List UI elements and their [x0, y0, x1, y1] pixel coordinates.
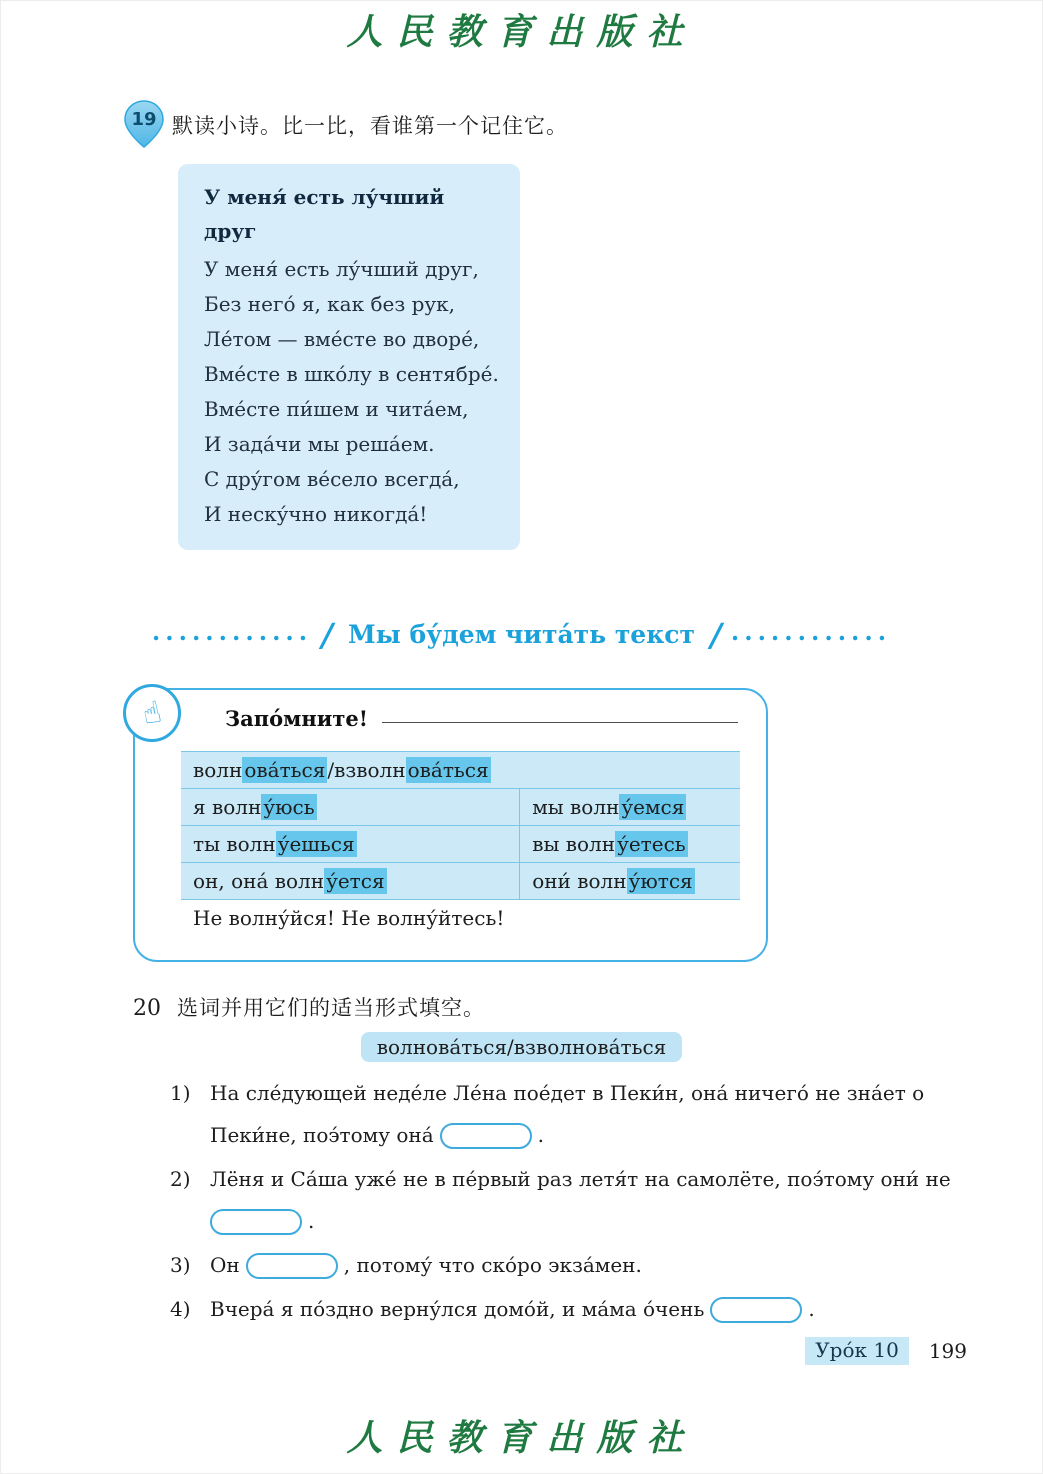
exercise-number: 19 — [131, 109, 157, 130]
poem-line: С дру́гом ве́село всегда́, — [204, 467, 460, 491]
answer-blank-3[interactable] — [246, 1253, 338, 1279]
item-second-line — [210, 1200, 982, 1242]
banner-dots-left: ............ — [151, 617, 313, 646]
item-sentence: Он — [210, 1253, 240, 1277]
table-cell — [181, 863, 519, 899]
poem-line: У меня́ есть лу́чший друг, — [204, 257, 479, 281]
highlighted-ending: у́юсь — [263, 795, 315, 819]
poem-line: Вме́сте пи́шем и чита́ем, — [204, 397, 469, 421]
highlighted-ending: у́етесь — [617, 832, 686, 856]
highlighted-ending: ова́ться — [407, 758, 489, 782]
item-sentence-end: . — [308, 1209, 315, 1233]
table-row-infinitive — [181, 752, 740, 789]
poem-line: Вме́сте в шко́лу в сентябре́. — [204, 362, 499, 386]
highlighted-ending: у́ются — [628, 869, 693, 893]
table-row — [181, 789, 740, 826]
table-row — [181, 863, 740, 900]
conjugation-table — [181, 751, 740, 936]
exercise-item-2 — [170, 1158, 982, 1242]
poem-line: Ле́том — вме́сте во дворе́, — [204, 327, 480, 351]
section-banner — [0, 616, 1043, 654]
exercise-item-1 — [170, 1072, 982, 1156]
poem-line: И зада́чи мы реша́ем. — [204, 432, 435, 456]
table-row-imperative — [181, 900, 740, 936]
answer-blank-1[interactable] — [440, 1123, 532, 1149]
table-cell — [181, 789, 519, 825]
poem-line: И неску́чно никогда́! — [204, 502, 428, 526]
hand-glyph: ☝ — [139, 693, 165, 733]
item-text — [210, 1072, 982, 1156]
page-footer — [805, 1337, 967, 1365]
infinitive-stem: волн — [193, 758, 243, 782]
answer-blank-2[interactable] — [210, 1209, 302, 1235]
highlighted-ending: ова́ться — [244, 758, 326, 782]
section-title: Мы бу́дем чита́ть текст — [348, 620, 695, 649]
highlighted-ending: у́емся — [621, 795, 685, 819]
answer-blank-4[interactable] — [710, 1297, 802, 1323]
publisher-logo-bottom: 人民教育出版社 — [346, 1417, 697, 1459]
item-sentence: Вчера́ я по́здно верну́лся домо́й, и ма́ма о́чень — [210, 1297, 705, 1321]
word-bank-pill: волнова́ться/взволнова́ться — [361, 1032, 683, 1062]
memo-rule-line — [382, 722, 738, 723]
item-number: 2) — [170, 1167, 191, 1191]
form-stem: ты волн — [193, 832, 276, 856]
form-stem: я волн — [193, 795, 262, 819]
item-sentence: На сле́дующей неде́ле Ле́на пое́дет в Пеки́н, она́ ничего́ не зна́ет о Пеки́не, поэ́тому она́ — [210, 1081, 925, 1147]
exercise-19-header — [124, 100, 1043, 148]
highlighted-ending: у́ешься — [277, 832, 355, 856]
pointing-hand-icon — [123, 684, 181, 742]
banner-slash-right: / — [710, 616, 722, 654]
table-row — [181, 826, 740, 863]
form-stem: вы волн — [532, 832, 616, 856]
exercise-item-4 — [170, 1288, 982, 1330]
lesson-badge: Уро́к 10 — [805, 1337, 909, 1365]
form-stem: он, она́ волн — [193, 869, 325, 893]
publisher-logo-top: 人民教育出版社 — [346, 11, 697, 53]
exercise-item-3 — [170, 1244, 982, 1286]
poem-line: Без него́ я, как без рук, — [204, 292, 456, 316]
item-sentence-end: , потому́ что ско́ро экза́мен. — [343, 1253, 642, 1277]
exercise-20-header — [133, 992, 1043, 1022]
highlighted-ending: у́ется — [326, 869, 385, 893]
exercise-number: 20 — [133, 996, 161, 1021]
exercise-20-items — [170, 1072, 982, 1330]
form-stem: мы волн — [532, 795, 620, 819]
memo-box — [133, 688, 768, 962]
infinitive-stem: /взволн — [327, 758, 406, 782]
table-cell — [181, 826, 519, 862]
table-cell — [519, 789, 740, 825]
poem-box — [178, 164, 520, 550]
item-sentence: Лёня и Са́ша уже́ не в пе́рвый раз летя́т на самолёте, поэ́тому они́ не — [210, 1167, 951, 1191]
page-number: 199 — [928, 1339, 967, 1363]
item-text — [210, 1158, 982, 1242]
exercise-19-instruction: 默读小诗。比一比，看谁第一个记住它。 — [172, 114, 568, 138]
item-sentence-end: . — [808, 1297, 815, 1321]
memo-title: Запо́мните! — [225, 706, 368, 731]
item-number: 3) — [170, 1253, 191, 1277]
banner-slash-left: / — [321, 616, 333, 654]
item-sentence-end: . — [537, 1123, 545, 1147]
exercise-19-badge — [124, 100, 164, 148]
item-text — [210, 1244, 982, 1286]
poem-title: У меня́ есть лу́чший друг — [204, 185, 445, 243]
table-cell — [519, 863, 740, 899]
memo-header — [225, 706, 740, 731]
item-number: 1) — [170, 1081, 191, 1105]
item-text — [210, 1288, 982, 1330]
exercise-20-instruction: 选词并用它们的适当形式填空。 — [177, 996, 485, 1020]
table-cell — [519, 826, 740, 862]
item-number: 4) — [170, 1297, 191, 1321]
word-bank — [0, 1032, 1043, 1062]
form-stem: они́ волн — [532, 869, 627, 893]
imperative-forms: Не волну́йся! Не волну́йтесь! — [193, 906, 505, 930]
banner-dots-right: ............ — [730, 617, 892, 646]
